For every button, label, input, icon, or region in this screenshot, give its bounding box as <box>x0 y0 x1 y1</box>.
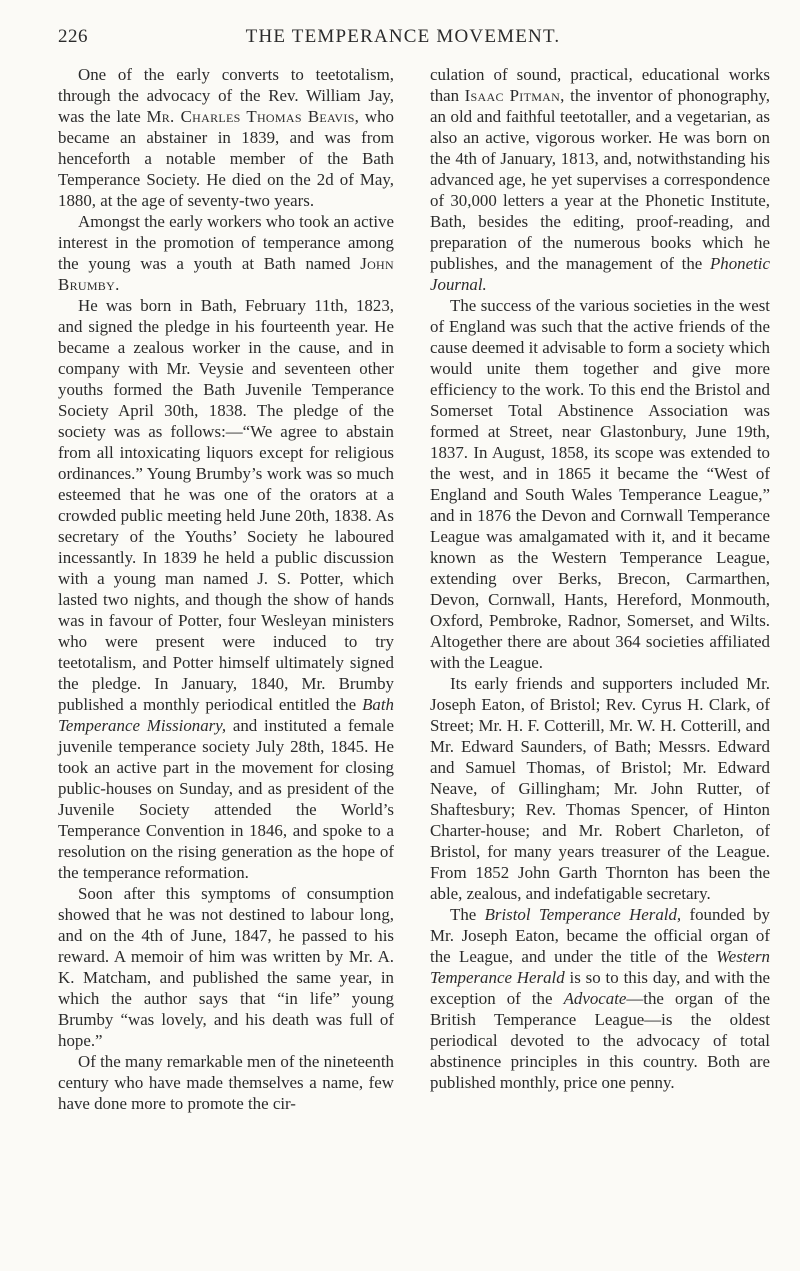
paragraph-text: One of the early converts to teetotalism, through the advocacy of the Rev. William Jay, was the late <box>58 65 394 126</box>
paragraph-text: —the organ of the British Temperance League—is the oldest periodical devoted to the advocacy of total abstinence principles in this country. Both are published monthly, price one penny. <box>430 989 770 1092</box>
page-header <box>58 26 748 52</box>
periodical-title: Western Temperance Herald <box>430 947 770 987</box>
paragraph-remarkable-men: Of the many remarkable men of the nineteenth century who have made themselves a name, few have done more to promote the cir- <box>58 1052 394 1113</box>
paragraph-text: Amongst the early workers who took an active interest in the promotion of temperance among the young was a youth at Bath named <box>58 212 394 273</box>
paragraph-text: the inventor of phonography, an old and faithful teetotaller, and a vegetarian, as also an active, vigorous worker. He was born on the 4th of January, 1813, and, notwithstanding his advanced age, he yet supervises a correspondence of 30,000 letters a year at the Phonetic Institute, Bath, besides the editing, proof-reading, and preparation of the numerous books which he publishes, and the management of the <box>430 86 771 273</box>
paragraph-text: The <box>450 905 485 924</box>
paragraph-brumby-life <box>58 295 394 883</box>
paragraph-text: He was born in Bath, February 11th, 1823, and signed the pledge in his fourteenth year. He became a zealous worker in the cause, and in company with Mr. Veysie and seventeen other youths formed the Bath Juvenile Temperance Society April 30th, 1838. The pledge of the society was as follows:—“We agree to abstain from all intoxicating liquors except for religious ordinances.” Young Brumby’s work was so much esteemed that he was one of the orators at a crowded public meeting held June 20th, 1838. As secretary of the Youths’ Society he laboured incessantly. In 1839 he held a public discussion with a young man named J. S. Potter, which lasted two nights, and though the show of hands was in favour of Potter, four Wesleyan ministers who were present were induced to try teetotalism, and Potter himself ultimately signed the pledge. In January, 1840, Mr. Brumby published a monthly periodical entitled the <box>58 296 394 714</box>
running-title: THE TEMPERANCE MOVEMENT. <box>245 26 561 47</box>
paragraph-text: culation of sound, practical, educational works than <box>430 65 770 105</box>
person-name: Mr. Charles Thomas Beavis, <box>146 107 360 126</box>
paragraph-herald <box>430 904 770 1093</box>
periodical-title: Bath Temperance Missionary, <box>58 695 394 735</box>
paragraph-text: founded by Mr. Joseph Eaton, became the official organ of the League, and under the title of the <box>430 905 770 966</box>
periodical-title: Phonetic Journal. <box>430 254 770 294</box>
paragraph-beavis <box>58 64 394 211</box>
paragraph-text: is so to this day, and with the exception of the <box>430 968 771 1008</box>
periodical-title: Advocate <box>563 989 627 1008</box>
periodical-title: Bristol Temperance Herald, <box>484 905 682 924</box>
paragraph-text: who became an abstainer in 1839, and was from henceforth a notable member of the Bath Temperance Society. He died on the 2d of May, 1880, at the age of seventy-two years. <box>58 107 395 210</box>
left-column <box>58 64 394 1114</box>
paragraph-western-league: The success of the various societies in the west of England was such that the active friends of the cause deemed it advisable to form a society which would unite them together and give more efficiency to the work. To this end the Bristol and Somerset Total Abstinence Association was formed at Street, near Glastonbury, June 19th, 1837. In August, 1858, its scope was extended to the west, and in 1865 it became the “West of England and South Wales Temperance League,” and in 1876 the Devon and Cornwall Temperance League was amalgamated with it, and it became known as the Western Temperance League, extending over Berks, Brecon, Carmarthen, Devon, Cornwall, Hants, Hereford, Monmouth, Oxford, Pembroke, Radnor, Somerset, and Wilts. Altogether there are about 364 societies affiliated with the League. <box>430 296 770 672</box>
paragraph-brumby-death: Soon after this symptoms of consumption showed that he was not destined to labour long, and on the 4th of June, 1847, he passed to his reward. A memoir of him was written by Mr. A. K. Matcham, and published the same year, in which the author says that “in life” young Brumby “was lovely, and his death was full of hope.” <box>58 884 394 1050</box>
right-column <box>430 64 770 1093</box>
person-name: John Brumby. <box>58 254 394 294</box>
paragraph-brumby-intro <box>58 211 394 295</box>
paragraph-supporters: Its early friends and supporters included Mr. Joseph Eaton, of Bristol; Rev. Cyrus H. Clark, of Street; Mr. H. F. Cotterill, Mr. W. H. Cotterill, and Mr. Edward Saunders, of Bath; Messrs. Edward and Samuel Thomas, of Bristol; Mr. Edward Neave, of Gillingham; Mr. John Rutter, of Shaftesbury; Rev. Thomas Spencer, of Hinton Charter-house; and Mr. Robert Charleton, of Bristol, for many years treasurer of the League. From 1852 John Garth Thornton has been the able, zealous, and indefatigable secretary. <box>430 674 770 903</box>
paragraph-pitman <box>430 64 770 295</box>
person-name: Isaac Pitman, <box>464 86 565 105</box>
page-number: 226 <box>58 26 88 47</box>
paragraph-text: and instituted a female juvenile temperance society July 28th, 1845. He took an active part in the movement for closing public-houses on Sunday, and as president of the Juvenile Society attended the World’s Temperance Convention in 1846, and spoke to a resolution on the rising generation as the hope of the temperance reformation. <box>58 716 394 882</box>
